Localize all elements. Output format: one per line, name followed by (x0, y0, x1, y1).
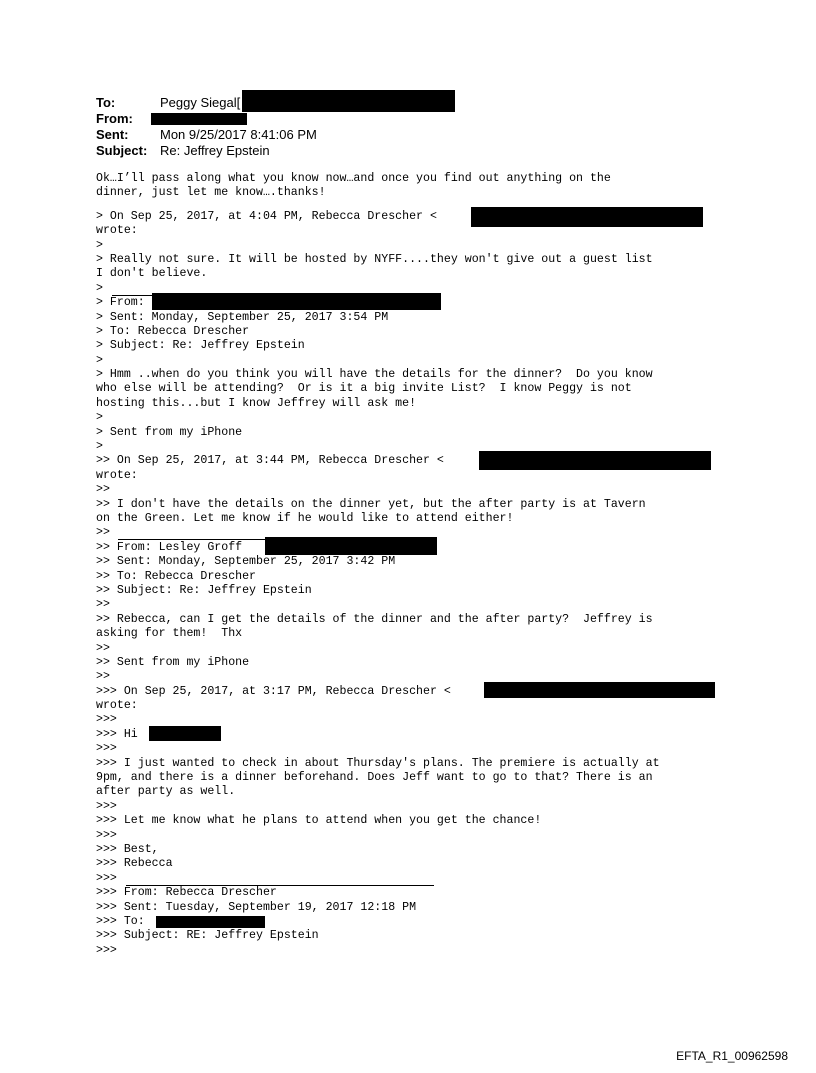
quote-line: >>> I just wanted to check in about Thursday's plans. The premiere is actually at (96, 756, 660, 770)
quote-line: >>> Let me know what he plans to attend when you get the chance! (96, 814, 542, 828)
quote-line: > (96, 238, 103, 252)
quote-line: >> (96, 670, 110, 684)
quote-line: >>> From: Rebecca Drescher (96, 886, 277, 900)
quote-line: who else will be attending? Or is it a big invite List? I know Peggy is not (96, 382, 632, 396)
quote-line: wrote: (96, 699, 138, 713)
to-label: To: (96, 95, 116, 110)
quote-line: >>> Best, (96, 842, 159, 856)
quote-line: >> I don't have the details on the dinner yet, but the after party is at Tavern (96, 497, 646, 511)
quote-line: >> (96, 641, 110, 655)
redaction-bar (479, 451, 711, 470)
redaction-bar (484, 682, 715, 698)
quote-line (96, 728, 726, 742)
quote-line: asking for them! Thx (96, 627, 243, 641)
redaction-bar (242, 90, 455, 112)
redaction-bar (265, 537, 437, 555)
quote-line: on the Green. Let me know if he would like to attend either! (96, 511, 514, 525)
quote-text: > On Sep 25, 2017, at 4:04 PM, Rebecca Drescher < (96, 209, 437, 223)
quote-text: >>> On Sep 25, 2017, at 3:17 PM, Rebecca Drescher < (96, 684, 451, 698)
quote-line: >> Subject: Re: Jeffrey Epstein (96, 583, 312, 597)
quote-line: 9pm, and there is a dinner beforehand. Does Jeff want to go to that? There is an (96, 771, 653, 785)
email-body (96, 172, 726, 958)
quote-text: > From: (96, 296, 145, 310)
quote-line: > (96, 440, 103, 454)
to-value: Peggy Siegal[ (160, 95, 241, 110)
sent-value: Mon 9/25/2017 8:41:06 PM (160, 127, 317, 142)
quote-line: >> Sent from my iPhone (96, 655, 250, 669)
quote-line: >> (96, 598, 110, 612)
quote-line: > (96, 411, 103, 425)
quote-line: > Hmm ..when do you think you will have the details for the dinner? Do you know (96, 368, 653, 382)
redaction-bar (152, 293, 441, 310)
quote-line: > Really not sure. It will be hosted by NYFF....they won't give out a guest list (96, 252, 653, 266)
quote-line: >>> Subject: RE: Jeffrey Epstein (96, 929, 319, 943)
quote-line (96, 454, 726, 468)
quote-line: wrote: (96, 224, 138, 238)
from-label: From: (96, 111, 133, 126)
quote-text: >> On Sep 25, 2017, at 3:44 PM, Rebecca Drescher < (96, 454, 444, 468)
quote-line: >>> (96, 943, 117, 957)
quote-line: >> (96, 483, 110, 497)
subject-label: Subject: (96, 143, 148, 158)
quote-text: >> From: Lesley Groff (96, 540, 243, 554)
quote-line: >>> (96, 713, 117, 727)
quote-line: > Sent from my iPhone (96, 425, 243, 439)
quote-line: > Sent: Monday, September 25, 2017 3:54 PM (96, 310, 389, 324)
quote-line (96, 685, 726, 699)
redaction-bar (149, 726, 221, 741)
quote-line: > Subject: Re: Jeffrey Epstein (96, 339, 305, 353)
quote-line: >>> (96, 799, 117, 813)
quote-line (96, 915, 726, 929)
quote-line: >> Rebecca, can I get the details of the dinner and the after party? Jeffrey is (96, 612, 653, 626)
quote-line (96, 210, 726, 224)
quote-line (96, 872, 726, 886)
quote-line: after party as well. (96, 785, 236, 799)
quote-line: > (96, 353, 103, 367)
quote-line: >>> (96, 828, 117, 842)
subject-value: Re: Jeffrey Epstein (160, 143, 270, 158)
quote-line: I don't believe. (96, 267, 208, 281)
quote-text: >> (96, 526, 110, 540)
quote-line: > To: Rebecca Drescher (96, 324, 250, 338)
quote-line (96, 296, 726, 310)
body-line: Ok…I’ll pass along what you know now…and once you find out anything on the (96, 172, 611, 185)
redaction-bar (151, 113, 247, 125)
quote-text: >>> Hi (96, 727, 138, 741)
quote-text: >>> (96, 871, 117, 885)
quote-line: hosting this...but I know Jeffrey will ask me! (96, 396, 417, 410)
bates-number: EFTA_R1_00962598 (676, 1049, 788, 1063)
quote-line: >>> Sent: Tuesday, September 19, 2017 12:18 PM (96, 900, 417, 914)
quote-line: wrote: (96, 468, 138, 482)
quote-line: >>> Rebecca (96, 857, 173, 871)
quote-line: >>> (96, 742, 117, 756)
quote-text: > (96, 281, 103, 295)
quote-line: >> To: Rebecca Drescher (96, 569, 257, 583)
redaction-bar (156, 916, 265, 928)
sent-label: Sent: (96, 127, 129, 142)
quote-line: >> Sent: Monday, September 25, 2017 3:42 PM (96, 555, 396, 569)
quote-text: >>> To: (96, 914, 145, 928)
quote-line (96, 541, 726, 555)
body-line: dinner, just let me know….thanks! (96, 186, 326, 200)
